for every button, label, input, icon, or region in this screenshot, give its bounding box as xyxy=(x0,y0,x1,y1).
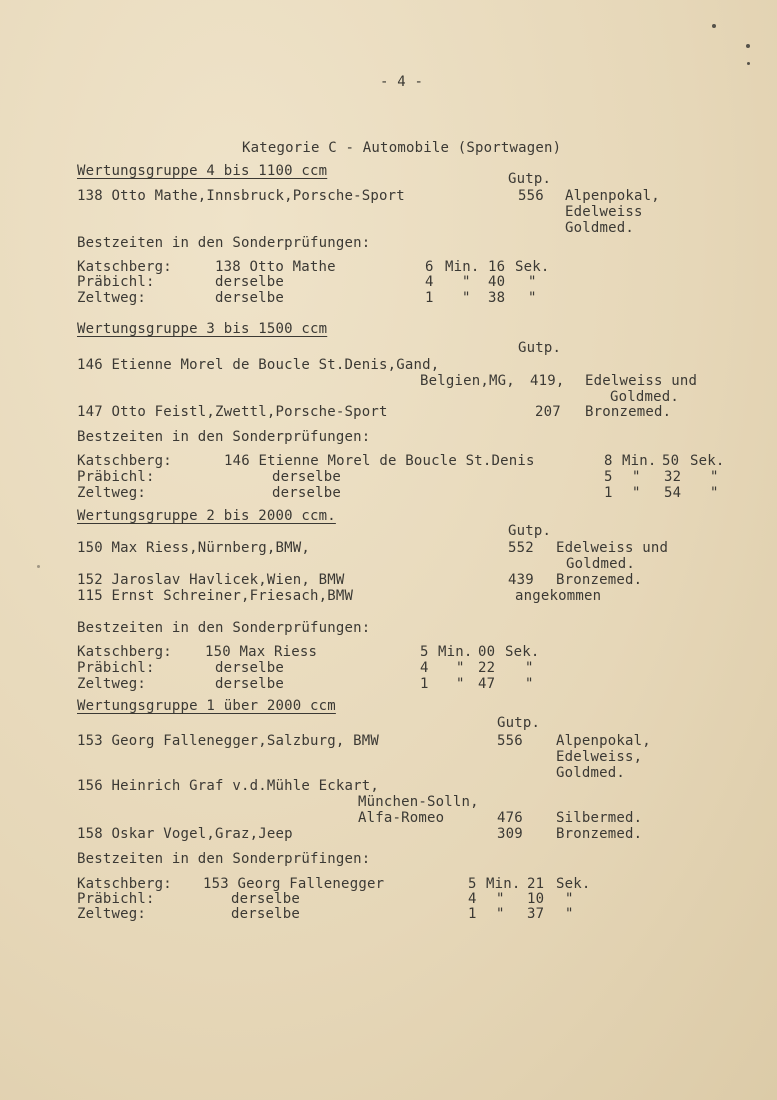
time-min: 4 xyxy=(425,274,434,290)
group-4-title: Wertungsgruppe 4 bis 1100 ccm xyxy=(77,163,328,179)
time-min: 5 xyxy=(420,644,429,660)
unit-min: " xyxy=(462,274,471,290)
unit-min: " xyxy=(456,660,465,676)
stage-name: Zeltweg: xyxy=(77,676,147,692)
time-min: 4 xyxy=(420,660,429,676)
unit-sec: " xyxy=(710,469,719,485)
award: Alpenpokal, xyxy=(556,733,651,749)
award: Edelweiss, xyxy=(556,749,643,765)
unit-sec: Sek. xyxy=(505,644,540,660)
unit-min: " xyxy=(496,906,505,922)
paper-speck xyxy=(747,62,750,65)
points: 552 xyxy=(508,540,534,556)
result-entry: 115 Ernst Schreiner,Friesach,BMW xyxy=(77,588,354,604)
page-number: - 4 - xyxy=(380,74,424,90)
stage-winner: 138 Otto Mathe xyxy=(215,259,336,275)
award: Silbermed. xyxy=(556,810,643,826)
unit-min: " xyxy=(496,891,505,907)
group-2-title: Wertungsgruppe 2 bis 2000 ccm. xyxy=(77,508,336,524)
unit-min: Min. xyxy=(438,644,473,660)
stage-name: Präbichl: xyxy=(77,660,155,676)
points: 556 xyxy=(518,188,544,204)
stage-winner: derselbe xyxy=(215,290,285,306)
award: Edelweiss xyxy=(565,204,643,220)
stage-winner: 150 Max Riess xyxy=(205,644,318,660)
unit-sec: " xyxy=(525,660,534,676)
time-min: 6 xyxy=(425,259,434,275)
award: Bronzemed. xyxy=(585,404,672,420)
unit-min: " xyxy=(632,485,641,501)
gutp-header: Gutp. xyxy=(508,171,552,187)
result-entry: 138 Otto Mathe,Innsbruck,Porsche-Sport xyxy=(77,188,405,204)
group-1-title: Wertungsgruppe 1 über 2000 ccm xyxy=(77,698,336,714)
unit-sec: " xyxy=(525,676,534,692)
unit-min: Min. xyxy=(622,453,657,469)
time-min: 1 xyxy=(604,485,613,501)
time-sec: 50 xyxy=(662,453,680,469)
gutp-header: Gutp. xyxy=(508,523,552,539)
result-entry-cont: Alfa-Romeo xyxy=(358,810,445,826)
result-entry: 147 Otto Feistl,Zwettl,Porsche-Sport xyxy=(77,404,388,420)
time-sec: 40 xyxy=(488,274,506,290)
result-entry: 158 Oskar Vogel,Graz,Jeep xyxy=(77,826,293,842)
time-min: 5 xyxy=(604,469,613,485)
unit-sec: Sek. xyxy=(556,876,591,892)
unit-sec: Sek. xyxy=(690,453,725,469)
award: Goldmed. xyxy=(556,765,626,781)
award: Goldmed. xyxy=(610,389,680,405)
result-entry: 156 Heinrich Graf v.d.Mühle Eckart, xyxy=(77,778,380,794)
time-sec: 21 xyxy=(527,876,545,892)
paper-speck xyxy=(712,24,716,28)
unit-min: " xyxy=(456,676,465,692)
points: 207 xyxy=(535,404,561,420)
points: 419, xyxy=(530,373,565,389)
gutp-header: Gutp. xyxy=(497,715,541,731)
paper-speck xyxy=(37,565,40,568)
stage-winner: derselbe xyxy=(215,660,285,676)
stage-winner: derselbe xyxy=(231,906,301,922)
time-sec: 38 xyxy=(488,290,506,306)
unit-min: " xyxy=(632,469,641,485)
best-times-title: Bestzeiten in den Sonderprüfungen: xyxy=(77,235,371,251)
result-entry-cont: Belgien,MG, xyxy=(420,373,515,389)
stage-name: Katschberg: xyxy=(77,644,172,660)
time-sec: 10 xyxy=(527,891,545,907)
result-entry: 146 Etienne Morel de Boucle St.Denis,Gand, xyxy=(77,357,440,373)
stage-name: Zeltweg: xyxy=(77,290,147,306)
points: 556 xyxy=(497,733,523,749)
result-entry-cont: München-Solln, xyxy=(358,794,479,810)
time-min: 8 xyxy=(604,453,613,469)
award: Goldmed. xyxy=(565,220,635,236)
paper-speck xyxy=(746,44,750,48)
time-min: 1 xyxy=(425,290,434,306)
time-sec: 54 xyxy=(664,485,682,501)
page-title: Kategorie C - Automobile (Sportwagen) xyxy=(242,140,562,156)
unit-sec: " xyxy=(565,906,574,922)
award: Alpenpokal, xyxy=(565,188,660,204)
time-sec: 22 xyxy=(478,660,496,676)
stage-winner: 146 Etienne Morel de Boucle St.Denis xyxy=(224,453,535,469)
time-min: 5 xyxy=(468,876,477,892)
stage-winner: derselbe xyxy=(215,676,285,692)
points: 309 xyxy=(497,826,523,842)
time-sec: 37 xyxy=(527,906,545,922)
stage-name: Zeltweg: xyxy=(77,906,147,922)
unit-sec: " xyxy=(528,290,537,306)
unit-sec: Sek. xyxy=(515,259,550,275)
time-sec: 00 xyxy=(478,644,496,660)
unit-sec: " xyxy=(528,274,537,290)
time-sec: 32 xyxy=(664,469,682,485)
award: Edelweiss und xyxy=(585,373,698,389)
group-3-title: Wertungsgruppe 3 bis 1500 ccm xyxy=(77,321,328,337)
stage-name: Katschberg: xyxy=(77,876,172,892)
stage-winner: derselbe xyxy=(231,891,301,907)
award: Bronzemed. xyxy=(556,826,643,842)
time-min: 1 xyxy=(468,906,477,922)
unit-min: " xyxy=(462,290,471,306)
award: Edelweiss und xyxy=(556,540,669,556)
unit-sec: " xyxy=(710,485,719,501)
stage-name: Präbichl: xyxy=(77,891,155,907)
award: Bronzemed. xyxy=(556,572,643,588)
stage-winner: derselbe xyxy=(215,274,285,290)
unit-min: Min. xyxy=(445,259,480,275)
award: angekommen xyxy=(515,588,602,604)
result-entry: 153 Georg Fallenegger,Salzburg, BMW xyxy=(77,733,380,749)
best-times-title: Bestzeiten in den Sonderprüfungen: xyxy=(77,429,371,445)
award: Goldmed. xyxy=(566,556,636,572)
unit-sec: " xyxy=(565,891,574,907)
gutp-header: Gutp. xyxy=(518,340,562,356)
points: 439 xyxy=(508,572,534,588)
stage-name: Präbichl: xyxy=(77,469,155,485)
time-sec: 16 xyxy=(488,259,506,275)
time-min: 1 xyxy=(420,676,429,692)
stage-name: Zeltweg: xyxy=(77,485,147,501)
stage-winner: derselbe xyxy=(272,469,342,485)
stage-name: Katschberg: xyxy=(77,259,172,275)
stage-winner: derselbe xyxy=(272,485,342,501)
stage-name: Katschberg: xyxy=(77,453,172,469)
time-sec: 47 xyxy=(478,676,496,692)
best-times-title: Bestzeiten in den Sonderprüfungen: xyxy=(77,620,371,636)
result-entry: 152 Jaroslav Havlicek,Wien, BMW xyxy=(77,572,345,588)
points: 476 xyxy=(497,810,523,826)
unit-min: Min. xyxy=(486,876,521,892)
result-entry: 150 Max Riess,Nürnberg,BMW, xyxy=(77,540,310,556)
stage-name: Präbichl: xyxy=(77,274,155,290)
stage-winner: 153 Georg Fallenegger xyxy=(203,876,385,892)
best-times-title: Bestzeiten in den Sonderprüfingen: xyxy=(77,851,371,867)
time-min: 4 xyxy=(468,891,477,907)
